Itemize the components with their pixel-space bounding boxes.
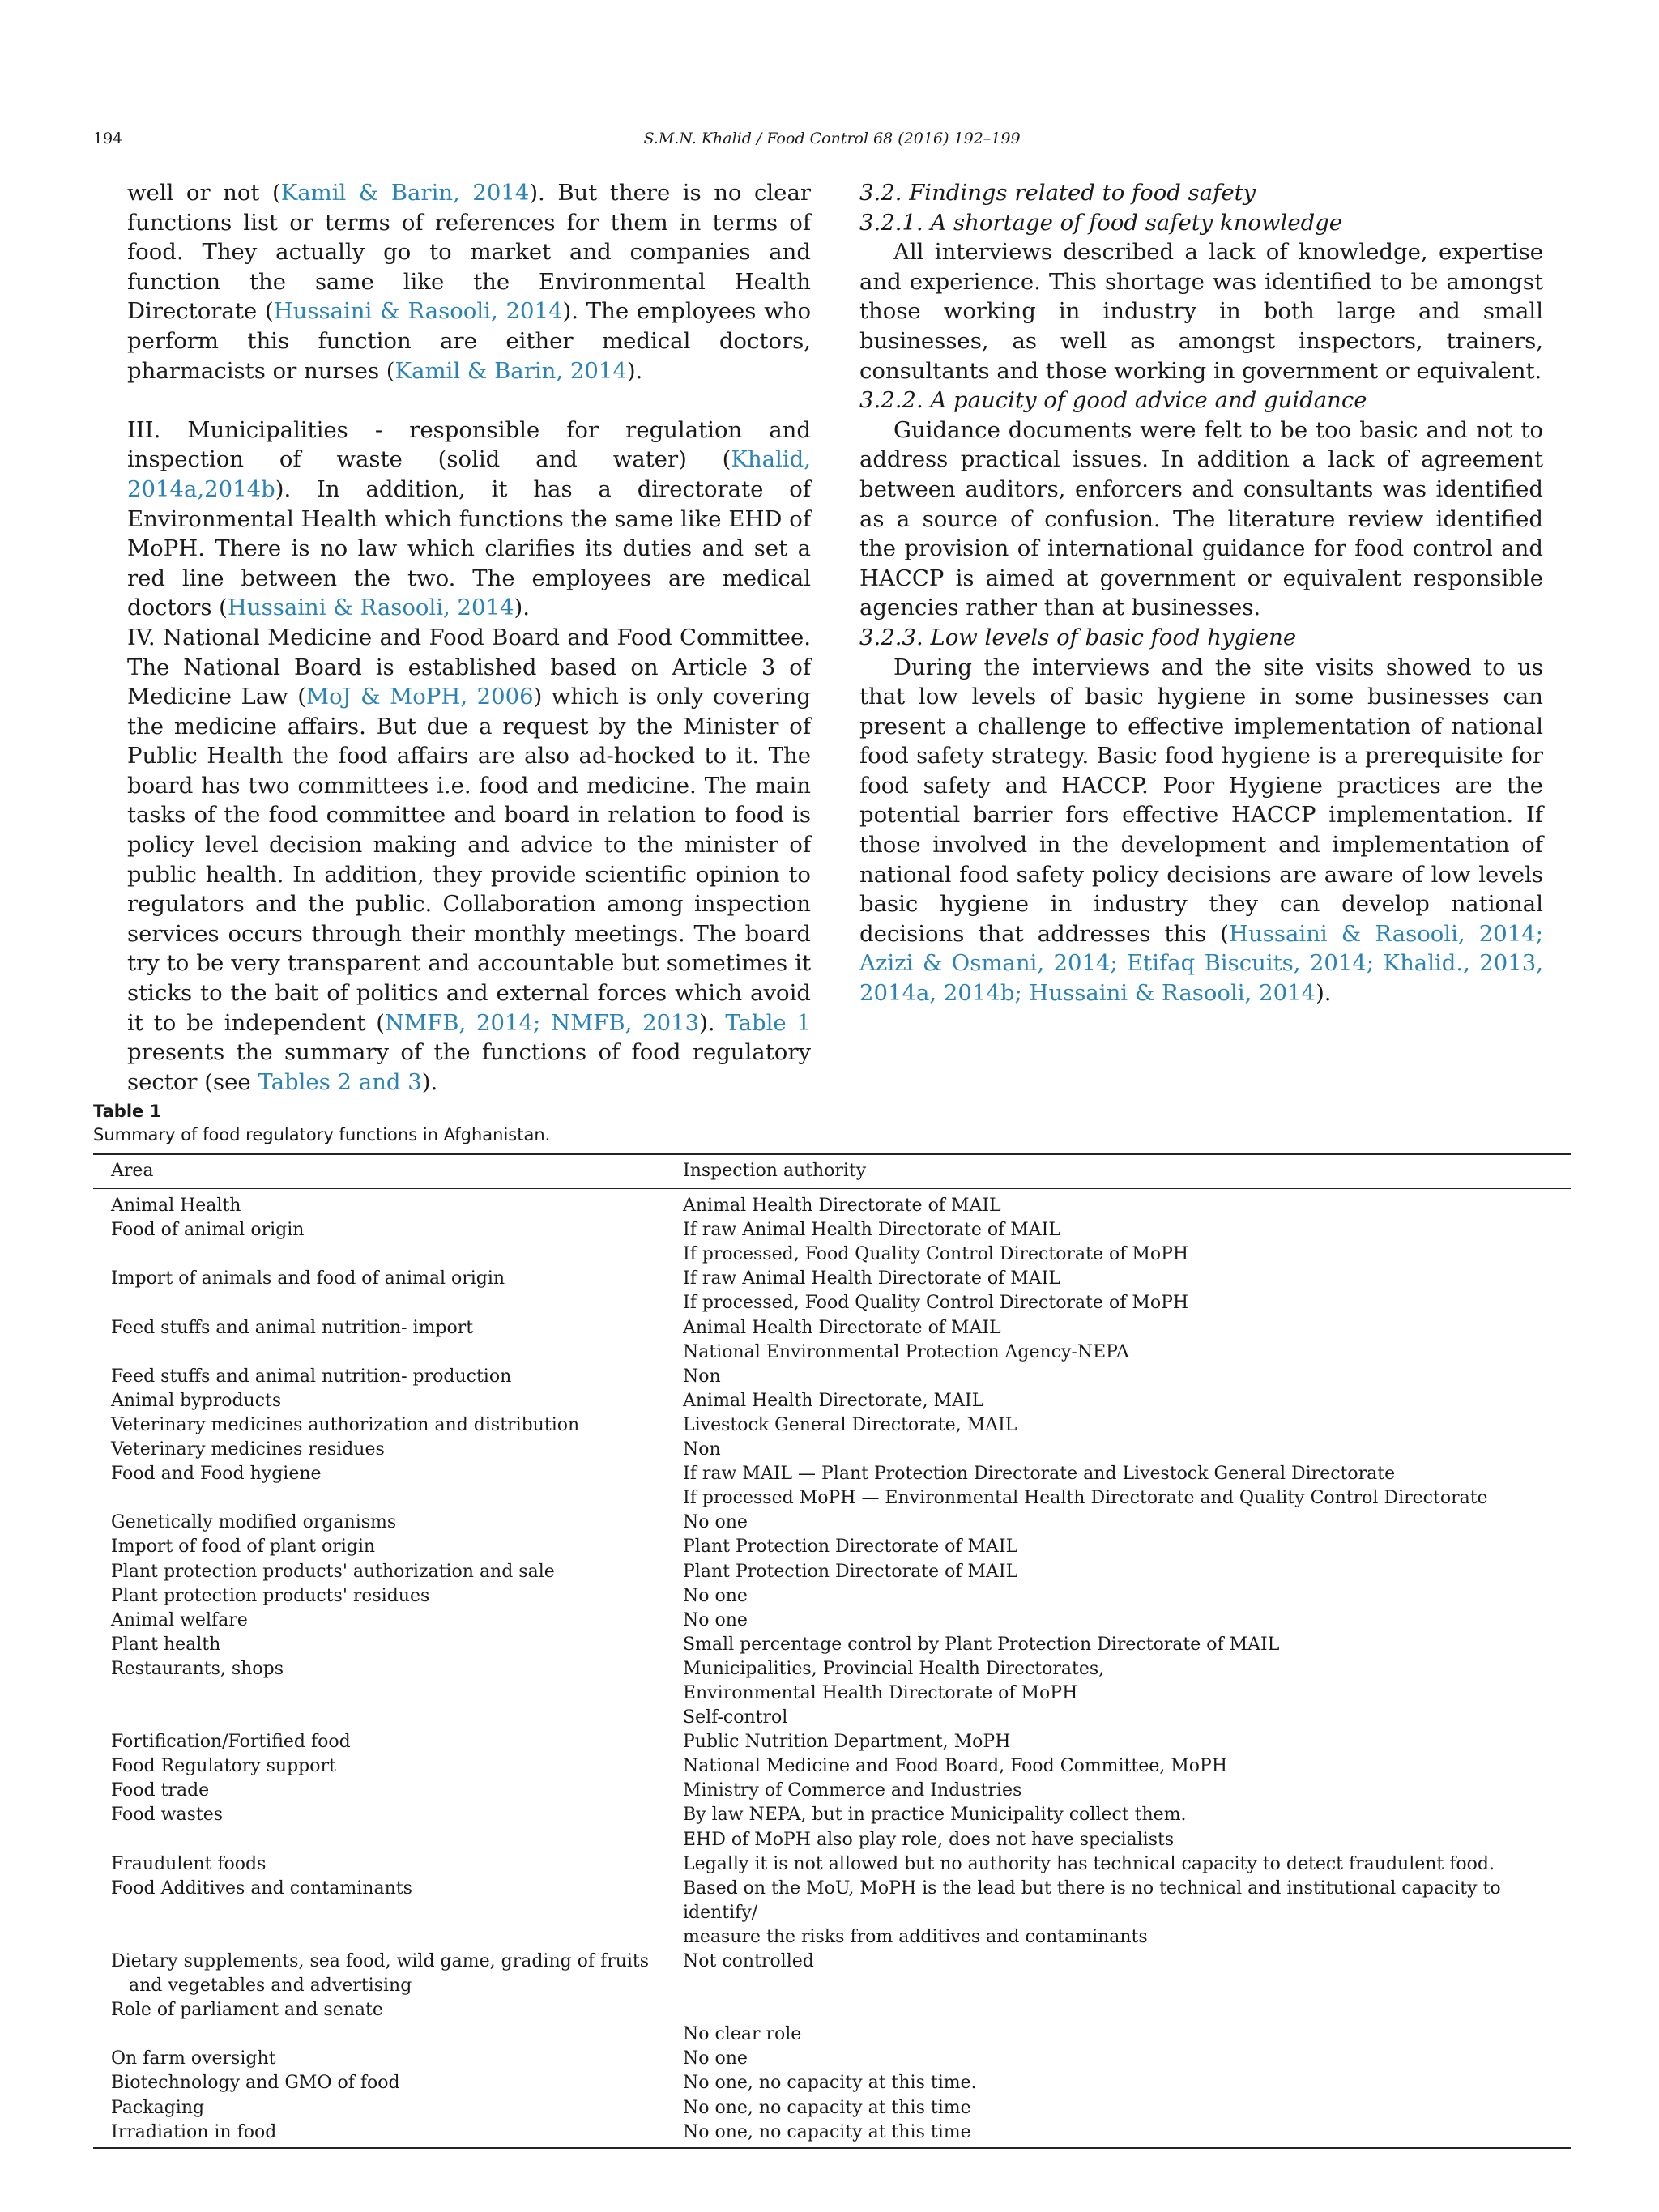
text-run: ). xyxy=(626,357,643,384)
table-row xyxy=(93,1560,1571,1584)
cell-area xyxy=(93,1365,683,1389)
cell-authority xyxy=(683,1413,1571,1438)
cell-authority xyxy=(683,1779,1571,1803)
text-run: ). In addition, it has a directorate of Environmental Health which functions the same like EHD of MoPH. There is no law which clarifies its duties and set a red line between the two. The employees are medical doctors ( xyxy=(127,475,811,621)
cell-area xyxy=(93,1189,683,1219)
cell-area xyxy=(93,2047,683,2071)
paragraph-hygiene xyxy=(859,653,1543,1008)
table-row xyxy=(93,2047,1571,2071)
cell-authority xyxy=(683,1511,1571,1535)
text-run: ). xyxy=(1316,980,1332,1007)
table-label: Table 1 xyxy=(93,1102,162,1121)
citation-link[interactable]: Hussaini & Rasooli, 2014 xyxy=(227,595,514,621)
authority-line: By law NEPA, but in practice Municipality collect them. xyxy=(683,1805,1187,1826)
table-row xyxy=(93,1189,1571,1219)
regulatory-functions-table xyxy=(93,1153,1571,2149)
citation-link[interactable]: Hussaini & Rasooli, 2014; Azizi & Osmani, 2014; Etifaq Biscuits, 2014; Khalid., 2013, 2014a, 2014b; Hussaini & Rasooli, 2014 xyxy=(859,920,1544,1007)
table-row xyxy=(93,1950,1571,1998)
citation-link[interactable]: Tables 2 and 3 xyxy=(258,1068,422,1095)
cell-authority xyxy=(683,1462,1571,1511)
cell-authority xyxy=(683,1316,1571,1365)
text-run: ). xyxy=(699,1009,726,1036)
area-text: Plant protection products' residues xyxy=(111,1585,430,1606)
cell-area xyxy=(93,1584,683,1609)
journal-citation: S.M.N. Khalid / Food Control 68 (2016) 192–199 xyxy=(643,130,1021,147)
cell-area xyxy=(93,1998,683,2047)
authority-line: Ministry of Commerce and Industries xyxy=(683,1780,1022,1801)
table-row xyxy=(93,2120,1571,2148)
right-column xyxy=(859,178,1543,1008)
authority-line: Plant Protection Directorate of MAIL xyxy=(683,1536,1018,1558)
cell-area xyxy=(93,1779,683,1803)
area-text: Restaurants, shops xyxy=(111,1658,284,1679)
cell-authority xyxy=(683,2047,1571,2071)
area-text: Feed stuffs and animal nutrition- import xyxy=(111,1317,474,1338)
cell-area xyxy=(93,1852,683,1877)
cell-authority xyxy=(683,1852,1571,1877)
cell-authority xyxy=(683,1730,1571,1754)
subsection-heading-guidance: 3.2.2. A paucity of good advice and guidance xyxy=(859,387,1367,414)
table-row xyxy=(93,1584,1571,1609)
cell-area xyxy=(93,1754,683,1779)
cell-authority xyxy=(683,2120,1571,2148)
authority-line: Animal Health Directorate of MAIL xyxy=(683,1317,1001,1338)
cell-area xyxy=(93,1316,683,1365)
table-row xyxy=(93,1535,1571,1559)
paragraph-national-board xyxy=(127,623,811,1097)
text-run: III. Municipalities - responsible for regulation and inspection of waste (solid and water) ( xyxy=(127,416,811,473)
cell-authority xyxy=(683,2096,1571,2120)
table-row xyxy=(93,1998,1571,2047)
authority-line: No clear role xyxy=(683,2024,802,2045)
citation-link[interactable]: Table 1 xyxy=(725,1009,812,1036)
authority-line: If raw Animal Health Directorate of MAIL xyxy=(683,1268,1060,1289)
area-text: Food of animal origin xyxy=(111,1220,305,1241)
paragraph-guidance xyxy=(859,416,1543,623)
authority-line: No one xyxy=(683,1512,748,1533)
area-text: Genetically modified organisms xyxy=(111,1512,397,1533)
area-text: Feed stuffs and animal nutrition- production xyxy=(111,1366,512,1387)
cell-area xyxy=(93,1657,683,1730)
area-text: Food and Food hygiene xyxy=(111,1464,322,1485)
table-row xyxy=(93,1852,1571,1877)
cell-authority xyxy=(683,1189,1571,1219)
area-text: On farm oversight xyxy=(111,2048,276,2069)
cell-area xyxy=(93,1462,683,1511)
cell-authority xyxy=(683,1657,1571,1730)
authority-line: If raw MAIL — Plant Protection Directorate and Livestock General Directorate xyxy=(683,1464,1396,1485)
authority-line: If processed MoPH — Environmental Health Directorate and Quality Control Directorate xyxy=(683,1488,1488,1509)
cell-area xyxy=(93,1560,683,1584)
table-row xyxy=(93,1218,1571,1267)
citation-link[interactable]: Kamil & Barin, 2014 xyxy=(280,180,530,206)
authority-line: Animal Health Directorate of MAIL xyxy=(683,1196,1001,1217)
authority-line: Municipalities, Provincial Health Directorates, xyxy=(683,1658,1105,1679)
area-text: Food trade xyxy=(111,1780,210,1801)
area-text: Import of animals and food of animal origin xyxy=(111,1268,505,1289)
area-text: Food Additives and contaminants xyxy=(111,1877,412,1899)
authority-line xyxy=(683,1998,1571,2022)
authority-line: Small percentage control by Plant Protection Directorate of MAIL xyxy=(683,1634,1280,1655)
table-1 xyxy=(93,1100,1571,2149)
cell-area xyxy=(93,1609,683,1633)
area-text: Dietary supplements, sea food, wild game, grading of fruits and vegetables and advertising xyxy=(111,1951,650,1997)
authority-line: If raw Animal Health Directorate of MAIL xyxy=(683,1220,1060,1241)
table-row xyxy=(93,1462,1571,1511)
area-text: Role of parliament and senate xyxy=(111,2000,383,2021)
table-row xyxy=(93,1779,1571,1803)
subsection-heading-knowledge: 3.2.1. A shortage of food safety knowledge xyxy=(859,209,1343,236)
authority-line: Public Nutrition Department, MoPH xyxy=(683,1732,1011,1753)
cell-area xyxy=(93,2096,683,2120)
cell-authority xyxy=(683,1389,1571,1413)
citation-link[interactable]: Kamil & Barin, 2014 xyxy=(394,357,627,384)
area-text: Biotechnology and GMO of food xyxy=(111,2073,400,2094)
table-row xyxy=(93,1803,1571,1852)
table-row xyxy=(93,1657,1571,1730)
cell-authority xyxy=(683,1218,1571,1267)
section-heading: 3.2. Findings related to food safety xyxy=(859,180,1256,206)
paragraph-continuation xyxy=(127,178,811,386)
authority-line: Plant Protection Directorate of MAIL xyxy=(683,1561,1018,1582)
text-run: well or not ( xyxy=(127,180,281,206)
area-text: Food wastes xyxy=(111,1805,224,1826)
authority-line: Legally it is not allowed but no authority has technical capacity to detect fraudulent food. xyxy=(683,1853,1495,1874)
cell-area xyxy=(93,1267,683,1315)
authority-line: No one xyxy=(683,1609,748,1630)
cell-area xyxy=(93,1438,683,1462)
authority-line: Non xyxy=(683,1439,721,1460)
table-row xyxy=(93,1365,1571,1389)
paragraph-knowledge xyxy=(859,237,1543,386)
cell-authority xyxy=(683,1560,1571,1584)
table-header-row xyxy=(93,1154,1571,1189)
cell-authority xyxy=(683,1754,1571,1779)
authority-line: If processed, Food Quality Control Directorate of MoPH xyxy=(683,1244,1189,1265)
text-run: ). xyxy=(514,595,530,621)
paragraph-municipalities xyxy=(127,416,811,623)
table-row xyxy=(93,1413,1571,1438)
table-row xyxy=(93,1389,1571,1413)
table-row xyxy=(93,2071,1571,2095)
table-row xyxy=(93,1730,1571,1754)
subsection-heading-hygiene: 3.2.3. Low levels of basic food hygiene xyxy=(859,624,1297,650)
area-text: Fortification/Fortified food xyxy=(111,1732,351,1753)
cell-authority xyxy=(683,1365,1571,1389)
table-row xyxy=(93,1438,1571,1462)
text-run: IV. National Medicine and Food Board and Food Committee. The National Board is established based on Article 3 of Medicine Law ( xyxy=(127,624,811,710)
table-body xyxy=(93,1189,1571,2148)
text-run: ) which is only covering the medicine affairs. But due a request by the Minister of Public Health the food affairs are also ad-hocked to it. The board has two committees i.e. food and medicine. The main tasks of the food committee and board in relation to food is policy level decision making and advice to the minister of public health. In addition, they provide scientific opinion to regulators and the public. Collaboration among inspection services occurs through their monthly meetings. The board try to be very transparent and accountable but sometimes it sticks to the bait of politics and external forces which avoid it to be independent ( xyxy=(127,684,811,1036)
cell-area xyxy=(93,2071,683,2095)
authority-line: Not controlled xyxy=(683,1951,814,1971)
authority-line: National Medicine and Food Board, Food Committee, MoPH xyxy=(683,1756,1228,1777)
cell-area xyxy=(93,1218,683,1267)
area-text: Veterinary medicines authorization and distribution xyxy=(111,1414,580,1435)
authority-line: National Environmental Protection Agency-NEPA xyxy=(683,1341,1129,1362)
area-text: Animal byproducts xyxy=(111,1390,282,1411)
table-row xyxy=(93,1877,1571,1950)
cell-area xyxy=(93,1389,683,1413)
running-header xyxy=(93,130,1571,159)
cell-authority xyxy=(683,2071,1571,2095)
table-row xyxy=(93,1267,1571,1315)
left-column xyxy=(127,178,811,1097)
table-row xyxy=(93,1754,1571,1779)
column-header-authority: Inspection authority xyxy=(683,1161,867,1181)
cell-area xyxy=(93,1877,683,1950)
area-text: Packaging xyxy=(111,2097,205,2118)
citation-link[interactable]: NMFB, 2014; NMFB, 2013 xyxy=(384,1009,700,1036)
table-row xyxy=(93,2096,1571,2120)
cell-area xyxy=(93,1633,683,1657)
area-text: Food Regulatory support xyxy=(111,1756,336,1777)
authority-line: Non xyxy=(683,1366,721,1387)
cell-area xyxy=(93,1535,683,1559)
cell-authority xyxy=(683,1584,1571,1609)
cell-authority xyxy=(683,1609,1571,1633)
text-run: During the interviews and the site visits showed to us that low levels of basic hygiene in some businesses can present a challenge to effective implementation of national food safety strategy. Basic food hygiene is a prerequisite for food safety and HACCP. Poor Hygiene practices are the potential barrier fors effective HACCP implementation. If those involved in the development and implementation of national food safety policy decisions are aware of low levels basic hygiene in industry they can develop national decisions that addresses this ( xyxy=(859,654,1543,947)
area-text: Animal welfare xyxy=(111,1609,248,1630)
cell-authority xyxy=(683,1438,1571,1462)
authority-line: measure the risks from additives and contaminants xyxy=(683,1926,1148,1947)
table-row xyxy=(93,1633,1571,1657)
area-text: Import of food of plant origin xyxy=(111,1536,376,1558)
area-text: Fraudulent foods xyxy=(111,1853,267,1874)
page-number: 194 xyxy=(93,130,123,147)
cell-area xyxy=(93,1413,683,1438)
text-run: ). The employees who perform this function are either medical doctors, pharmacists or nurses ( xyxy=(127,298,812,384)
authority-line: No one, no capacity at this time. xyxy=(683,2073,977,2094)
table-caption: Summary of food regulatory functions in Afghanistan. xyxy=(93,1125,551,1144)
citation-link[interactable]: MoJ & MoPH, 2006 xyxy=(305,684,534,710)
cell-area xyxy=(93,1803,683,1852)
authority-line: If processed, Food Quality Control Directorate of MoPH xyxy=(683,1293,1189,1314)
cell-authority xyxy=(683,1535,1571,1559)
cell-authority xyxy=(683,1998,1571,2047)
authority-line: EHD of MoPH also play role, does not have specialists xyxy=(683,1829,1175,1850)
area-text: Plant protection products' authorization and sale xyxy=(111,1561,555,1582)
area-text: Animal Health xyxy=(111,1196,241,1217)
area-text: Veterinary medicines residues xyxy=(111,1439,385,1460)
cell-area xyxy=(93,1511,683,1535)
authority-line: No one, no capacity at this time xyxy=(683,2097,971,2118)
column-header-area: Area xyxy=(111,1161,154,1181)
area-text: Irradiation in food xyxy=(111,2121,277,2142)
authority-line: No one, no capacity at this time xyxy=(683,2121,971,2142)
authority-line: No one xyxy=(683,1585,748,1606)
text-run: presents the summary of the functions of food regulatory sector (see xyxy=(127,1039,811,1095)
authority-line: Based on the MoU, MoPH is the lead but there is no technical and institutional capacity to identify/ xyxy=(683,1877,1501,1923)
table-row xyxy=(93,1609,1571,1633)
cell-authority xyxy=(683,1877,1571,1950)
citation-link[interactable]: Khalid, 2014a,2014b xyxy=(127,446,811,502)
area-text: Plant health xyxy=(111,1634,221,1655)
authority-line: Livestock General Directorate, MAIL xyxy=(683,1414,1017,1435)
cell-authority xyxy=(683,1633,1571,1657)
cell-area xyxy=(93,2120,683,2148)
text-run: All interviews described a lack of knowledge, expertise and experience. This shortage was identified to be amongst those working in industry in both large and small businesses, as well as amongst inspectors, trainers, consultants and those working in government or equivalent. xyxy=(859,239,1543,384)
citation-link[interactable]: Hussaini & Rasooli, 2014 xyxy=(273,298,563,325)
authority-line: Self-control xyxy=(683,1707,788,1728)
table-row xyxy=(93,1316,1571,1365)
text-run: ). xyxy=(421,1068,438,1095)
authority-line: No one xyxy=(683,2048,748,2069)
cell-area xyxy=(93,1730,683,1754)
text-run: Guidance documents were felt to be too basic and not to address practical issues. In addition a lack of agreement between auditors, enforcers and consultants was identified as a source of confusion. The literature review identified the provision of international guidance for food control and HACCP is aimed at government or equivalent responsible agencies rather than at businesses. xyxy=(859,416,1543,621)
authority-line: Environmental Health Directorate of MoPH xyxy=(683,1682,1078,1703)
cell-authority xyxy=(683,1803,1571,1852)
cell-authority xyxy=(683,1950,1571,1998)
text-run: ). But there is no clear functions list or terms of references for them in terms of food. They actually go to market and companies and function the same like the Environmental Health Directorate ( xyxy=(127,180,811,325)
cell-authority xyxy=(683,1267,1571,1315)
cell-area xyxy=(93,1950,683,1998)
authority-line: Animal Health Directorate, MAIL xyxy=(683,1390,984,1411)
table-row xyxy=(93,1511,1571,1535)
